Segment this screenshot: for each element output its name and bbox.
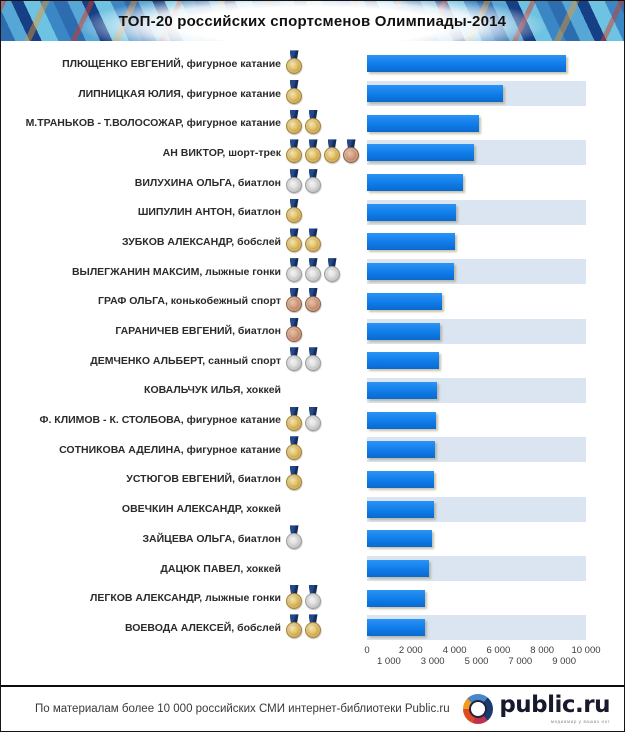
athlete-label: ВЫЛЕГЖАНИН МАКСИМ, лыжные гонки (71, 265, 281, 278)
mentions-bar (367, 619, 425, 636)
gold-medal-icon (305, 614, 321, 639)
mentions-bar (367, 530, 432, 547)
publicru-logo-tagline: медиамир у ваших ног (550, 719, 610, 724)
mentions-bar (367, 204, 456, 221)
x-tick-label: 5 000 (464, 655, 489, 667)
athlete-label: ЛИПНИЦКАЯ ЮЛИЯ, фигурное катание (78, 87, 281, 100)
bronze-medal-icon (286, 288, 302, 313)
mentions-bar (367, 501, 434, 518)
bronze-medal-icon (286, 318, 302, 343)
gold-medal-icon (286, 110, 302, 135)
source-note: По материалам более 10 000 российских СМИ интернет-библиотеки Public.ru (35, 703, 450, 715)
athlete-row (1, 346, 624, 376)
row-plot-area (367, 170, 586, 195)
row-plot-area (367, 51, 586, 76)
row-plot-area (367, 319, 586, 344)
gold-medal-icon (305, 110, 321, 135)
silver-medal-icon (286, 347, 302, 372)
silver-medal-icon (324, 258, 340, 283)
medal-strip (281, 320, 367, 343)
athlete-label: ДЕМЧЕНКО АЛЬБЕРТ, санный спорт (90, 354, 281, 367)
mentions-bar (367, 115, 479, 132)
athlete-label: ЗУБКОВ АЛЕКСАНДР, бобслей (122, 235, 281, 248)
medal-strip (281, 468, 367, 491)
row-plot-area (367, 437, 586, 462)
medal-strip (281, 230, 367, 253)
athlete-row (1, 494, 624, 524)
row-plot-area (367, 586, 586, 611)
x-tick-label: 0 (364, 644, 370, 656)
athlete-label: КОВАЛЬЧУК ИЛЬЯ, хоккей (144, 384, 281, 397)
gold-medal-icon (286, 407, 302, 432)
row-plot-area (367, 140, 586, 165)
athlete-label: ОВЕЧКИН АЛЕКСАНДР, хоккей (121, 503, 281, 516)
gold-medal-icon (305, 228, 321, 253)
gold-medal-icon (286, 199, 302, 224)
athlete-row (1, 554, 624, 584)
mentions-bar (367, 471, 434, 488)
silver-medal-icon (305, 585, 321, 610)
athlete-row (1, 227, 624, 257)
x-tick-label: 2 000 (398, 644, 423, 656)
publicru-logo (463, 694, 610, 724)
medal-strip (281, 527, 367, 550)
medal-strip (281, 409, 367, 432)
mentions-bar (367, 412, 436, 429)
medal-strip (281, 587, 367, 610)
medal-strip (281, 290, 367, 313)
athlete-row (1, 376, 624, 406)
x-tick-label: 9 000 (552, 655, 576, 667)
footer (1, 685, 624, 731)
medal-strip (281, 260, 367, 283)
gold-medal-icon (286, 228, 302, 253)
silver-medal-icon (305, 347, 321, 372)
x-tick-label: 1 000 (377, 655, 401, 667)
mentions-bar (367, 352, 439, 369)
row-plot-area (367, 497, 586, 522)
x-tick-label: 8 000 (530, 644, 555, 656)
athlete-label: ЗАЙЦЕВА ОЛЬГА, биатлон (142, 532, 281, 545)
x-tick-label: 4 000 (442, 644, 467, 656)
athlete-label: СОТНИКОВА АДЕЛИНА, фигурное катание (59, 443, 281, 456)
row-plot-area (367, 348, 586, 373)
athlete-row (1, 316, 624, 346)
athlete-label: АН ВИКТОР, шорт-трек (162, 146, 281, 159)
athlete-row (1, 435, 624, 465)
athlete-label: ЛЕГКОВ АЛЕКСАНДР, лыжные гонки (90, 592, 281, 605)
athlete-row (1, 197, 624, 227)
bar-chart (1, 49, 624, 643)
athlete-row (1, 168, 624, 198)
athlete-row (1, 79, 624, 109)
athlete-label: ШИПУЛИН АНТОН, биатлон (137, 206, 281, 219)
mentions-bar (367, 590, 425, 607)
row-plot-area (367, 289, 586, 314)
row-plot-area (367, 200, 586, 225)
silver-medal-icon (305, 407, 321, 432)
row-plot-area (367, 556, 586, 581)
bronze-medal-icon (305, 288, 321, 313)
publicru-swirl-icon (463, 694, 493, 724)
row-plot-area (367, 111, 586, 136)
silver-medal-icon (286, 169, 302, 194)
medal-strip (281, 201, 367, 224)
athlete-label: ПЛЮЩЕНКО ЕВГЕНИЙ, фигурное катание (62, 57, 281, 70)
athlete-label: Ф. КЛИМОВ - К. СТОЛБОВА, фигурное катание (39, 414, 281, 427)
gold-medal-icon (286, 614, 302, 639)
x-tick-label: 6 000 (486, 644, 511, 656)
gold-medal-icon (286, 466, 302, 491)
gold-medal-icon (286, 585, 302, 610)
gold-medal-icon (286, 139, 302, 164)
athlete-row (1, 524, 624, 554)
athlete-row (1, 583, 624, 613)
row-plot-area (367, 378, 586, 403)
mentions-bar (367, 323, 440, 340)
mentions-bar (367, 441, 435, 458)
medal-strip (281, 112, 367, 135)
medal-strip (281, 171, 367, 194)
athlete-label: ВОЕВОДА АЛЕКСЕЙ, бобслей (124, 621, 281, 634)
medal-strip (281, 82, 367, 105)
x-tick-label: 7 000 (508, 655, 533, 667)
row-plot-area (367, 81, 586, 106)
medal-strip (281, 141, 367, 164)
medal-strip (281, 52, 367, 75)
silver-medal-icon (305, 258, 321, 283)
mentions-bar (367, 382, 437, 399)
athlete-row (1, 49, 624, 79)
gold-medal-icon (286, 80, 302, 105)
row-plot-area (367, 615, 586, 640)
row-plot-area (367, 526, 586, 551)
medal-strip (281, 438, 367, 461)
mentions-bar (367, 233, 455, 250)
medal-strip (281, 349, 367, 372)
athlete-label: ВИЛУХИНА ОЛЬГА, биатлон (134, 176, 281, 189)
x-tick-label: 10 000 (571, 644, 601, 656)
medal-strip (281, 616, 367, 639)
row-plot-area (367, 408, 586, 433)
mentions-bar (367, 560, 429, 577)
mentions-bar (367, 144, 474, 161)
athlete-row (1, 138, 624, 168)
title-banner (1, 1, 624, 41)
x-axis (364, 643, 601, 669)
athlete-row (1, 405, 624, 435)
x-tick-label: 3 000 (420, 655, 445, 667)
mentions-bar (367, 85, 503, 102)
silver-medal-icon (286, 525, 302, 550)
athlete-label: ДАЦЮК ПАВЕЛ, хоккей (160, 562, 281, 575)
mentions-bar (367, 263, 454, 280)
mentions-bar (367, 174, 463, 191)
athlete-label: ГАРАНИЧЕВ ЕВГЕНИЙ, биатлон (115, 325, 281, 338)
mentions-bar (367, 293, 442, 310)
gold-medal-icon (286, 436, 302, 461)
athlete-row (1, 465, 624, 495)
publicru-logo-text: public.ru (499, 692, 610, 718)
gold-medal-icon (286, 50, 302, 75)
gold-medal-icon (305, 139, 321, 164)
page-title: ТОП-20 российских спортсменов Олимпиады-2014 (118, 12, 507, 30)
athlete-row (1, 257, 624, 287)
row-plot-area (367, 259, 586, 284)
row-plot-area (367, 229, 586, 254)
athlete-label: М.ТРАНЬКОВ - Т.ВОЛОСОЖАР, фигурное катание (25, 117, 281, 130)
mentions-bar (367, 55, 566, 72)
athlete-row (1, 287, 624, 317)
athlete-label: УСТЮГОВ ЕВГЕНИЙ, биатлон (126, 473, 281, 486)
athlete-row (1, 613, 624, 643)
bronze-medal-icon (343, 139, 359, 164)
athlete-label: ГРАФ ОЛЬГА, конькобежный спорт (98, 295, 281, 308)
row-plot-area (367, 467, 586, 492)
silver-medal-icon (286, 258, 302, 283)
silver-medal-icon (305, 169, 321, 194)
gold-medal-icon (324, 139, 340, 164)
athlete-row (1, 108, 624, 138)
